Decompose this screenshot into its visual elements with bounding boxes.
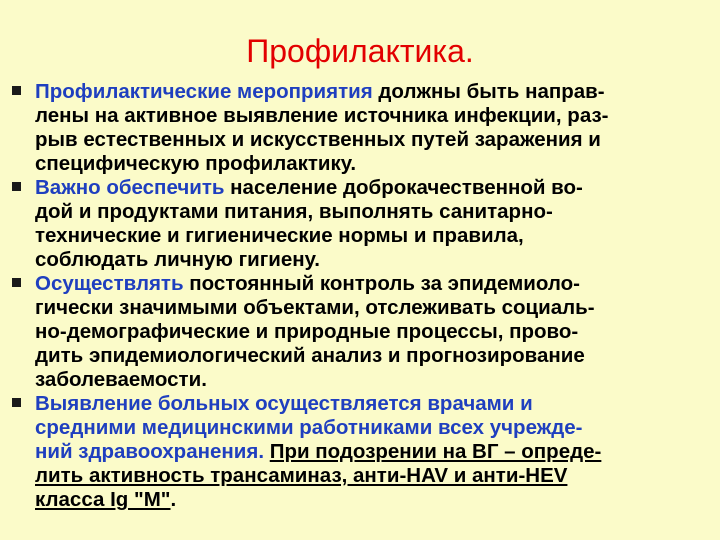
- bullet-prevention-measures: [12, 80, 712, 176]
- text-run: лены на активное выявление источника инфекции, раз-: [35, 104, 609, 127]
- text-line: [35, 176, 712, 200]
- text-line: [35, 320, 712, 344]
- underlined-phrase: При подозрении на ВГ – опреде-: [269, 440, 602, 463]
- text-run: постоянный контроль за эпидемиоло-: [189, 272, 581, 295]
- bullet-text: [35, 176, 712, 272]
- text-line: [35, 488, 712, 512]
- bullet-water-food-hygiene: [12, 176, 712, 272]
- bullet-text: [35, 272, 712, 392]
- underlined-phrase: лить активность трансаминаз, анти-HAV и анти-HEV: [35, 464, 568, 487]
- text-run: специфическую профилактику.: [35, 152, 357, 175]
- slide-title: Профилактика.: [246, 33, 474, 69]
- text-line: [35, 344, 712, 368]
- bullet-epidemiological-control: [12, 272, 712, 392]
- underlined-phrase: класса Ig "M": [35, 488, 171, 511]
- text-run: .: [170, 488, 177, 511]
- text-run: технические и гигиенические нормы и правила,: [35, 224, 524, 247]
- square-bullet-icon: [12, 278, 21, 287]
- text-run: соблюдать личную гигиену.: [35, 248, 320, 271]
- text-run: но-демографические и природные процессы, прово-: [35, 320, 579, 343]
- text-line: [35, 248, 712, 272]
- text-line: [35, 152, 712, 176]
- square-bullet-icon: [12, 182, 21, 191]
- text-run: дить эпидемиологический анализ и прогнозирование: [35, 344, 585, 367]
- text-line: [35, 464, 712, 488]
- text-line: [35, 128, 712, 152]
- text-line: [35, 272, 712, 296]
- text-line: [35, 224, 712, 248]
- text-line: [35, 296, 712, 320]
- highlight-phrase: Выявление больных осуществляется врачами и: [35, 392, 533, 415]
- text-line: [35, 104, 712, 128]
- text-line: [35, 392, 712, 416]
- highlight-phrase: средними медицинскими работниками всех учрежде-: [35, 416, 583, 439]
- bullet-text: [35, 392, 712, 512]
- bullet-text: [35, 80, 712, 176]
- text-run: заболеваемости.: [35, 368, 207, 391]
- text-run: должны быть направ-: [378, 80, 605, 103]
- text-line: [35, 200, 712, 224]
- square-bullet-icon: [12, 86, 21, 95]
- text-run: население доброкачественной во-: [230, 176, 583, 199]
- square-bullet-icon: [12, 398, 21, 407]
- text-run: дой и продуктами питания, выполнять санитарно-: [35, 200, 553, 223]
- bullet-list: [12, 80, 712, 512]
- text-line: [35, 80, 712, 104]
- text-line: [35, 416, 712, 440]
- bullet-patient-detection: [12, 392, 712, 512]
- text-line: [35, 440, 712, 464]
- highlight-phrase: Профилактические мероприятия: [35, 80, 379, 103]
- highlight-phrase: ний здравоохранения.: [35, 440, 270, 463]
- highlight-phrase: Осуществлять: [35, 272, 190, 295]
- highlight-phrase: Важно обеспечить: [35, 176, 231, 199]
- text-run: гически значимыми объектами, отслеживать социаль-: [35, 296, 595, 319]
- text-line: [35, 368, 712, 392]
- text-run: рыв естественных и искусственных путей заражения и: [35, 128, 601, 151]
